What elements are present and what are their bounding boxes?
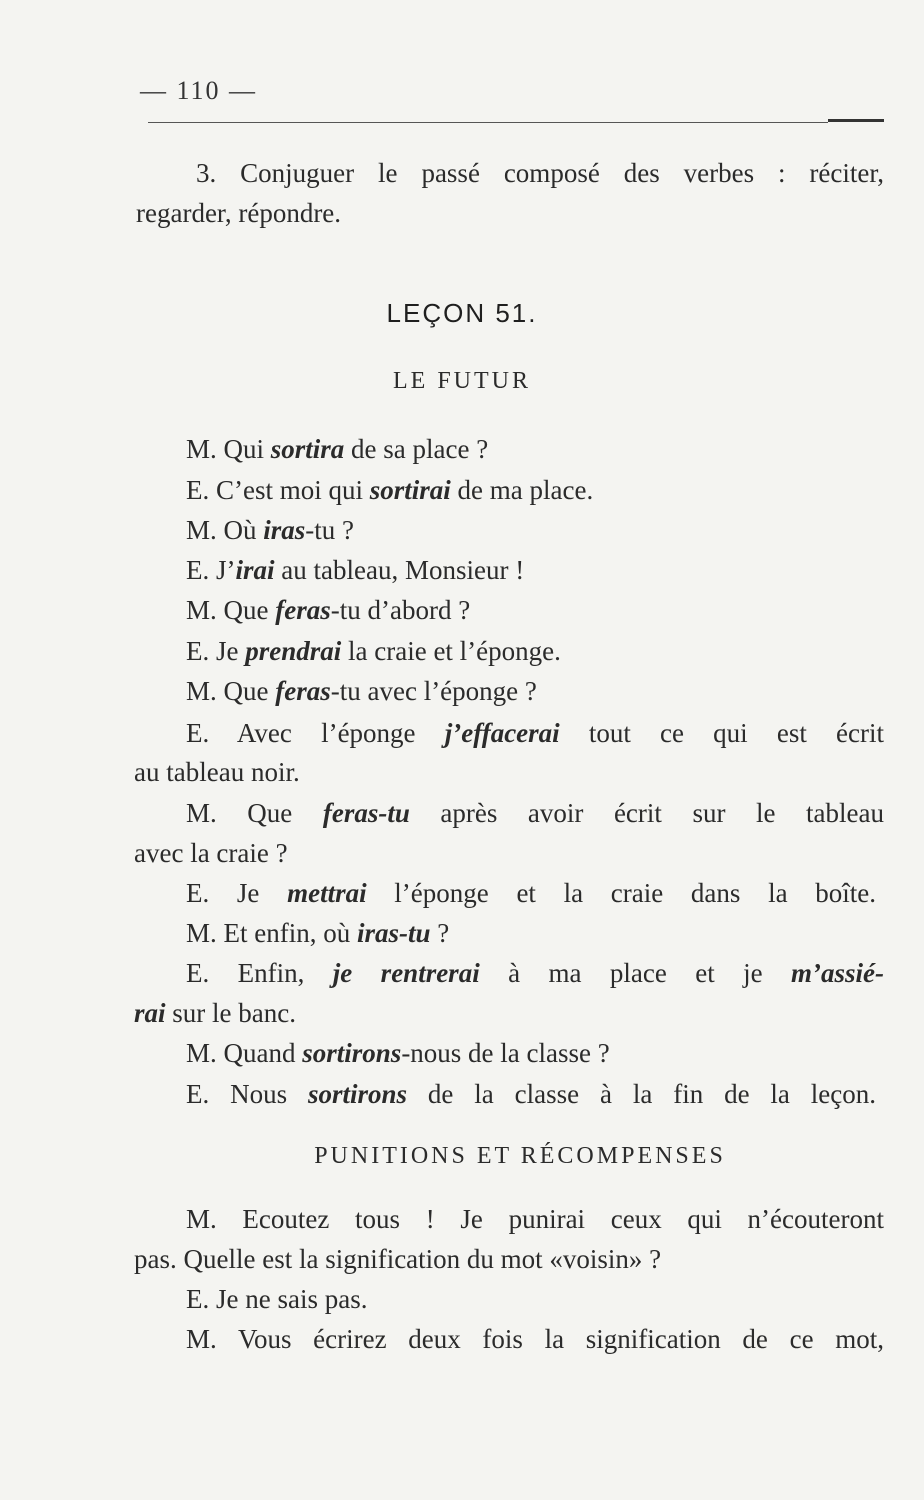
dialogue-line: M. Qui sortira de sa place ?: [186, 434, 489, 464]
dialogue-line: E. C’est moi qui sortirai de ma place.: [186, 475, 594, 505]
dialogue-line: M. Et enfin, où iras-tu ?: [186, 918, 450, 948]
dialogue-line: E. Je mettrai l’éponge et la craie dans la boîte.: [186, 878, 876, 908]
header-rule: [148, 122, 828, 123]
dialogue-line: M. Où iras-tu ?: [186, 515, 355, 545]
section-heading-punitions: PUNITIONS ET RÉCOMPENSES: [314, 1143, 726, 1169]
dialogue-line-continuation: avec la craie ?: [134, 838, 288, 868]
punitions-line: E. Je ne sais pas.: [186, 1284, 368, 1314]
dialogue-line: M. Que feras-tu avec l’éponge ?: [186, 676, 537, 706]
page-number: — 110 —: [140, 76, 258, 105]
header-rule-accent: [828, 119, 884, 122]
dialogue-line: M. Que feras-tu d’abord ?: [186, 595, 471, 625]
dialogue-line: E. Enfin, je rentrerai à ma place et je m’assié-: [186, 958, 884, 988]
dialogue-line: M. Quand sortirons-nous de la classe ?: [186, 1038, 610, 1068]
exercise-line-1: 3. Conjuguer le passé composé des verbes : réciter,: [196, 158, 884, 188]
lesson-title: LEÇON 51.: [386, 298, 538, 328]
dialogue-line: E. J’irai au tableau, Monsieur !: [186, 555, 525, 585]
dialogue-line: E. Nous sortirons de la classe à la fin de la leçon.: [186, 1079, 876, 1109]
dialogue-line: M. Que feras-tu après avoir écrit sur le tableau: [186, 798, 884, 828]
exercise-line-2: regarder, répondre.: [136, 198, 342, 228]
dialogue-line-continuation: rai sur le banc.: [134, 998, 296, 1028]
dialogue-line: E. Je prendrai la craie et l’éponge.: [186, 636, 561, 666]
punitions-line: M. Ecoutez tous ! Je punirai ceux qui n’écouteront: [186, 1204, 884, 1234]
dialogue-line: E. Avec l’éponge j’effacerai tout ce qui est écrit: [186, 718, 884, 748]
dialogue-line-continuation: au tableau noir.: [134, 757, 300, 787]
punitions-line-continuation: pas. Quelle est la signification du mot «voisin» ?: [134, 1244, 662, 1274]
punitions-line: M. Vous écrirez deux fois la signification de ce mot,: [186, 1324, 884, 1354]
section-heading-futur: LE FUTUR: [393, 368, 531, 394]
